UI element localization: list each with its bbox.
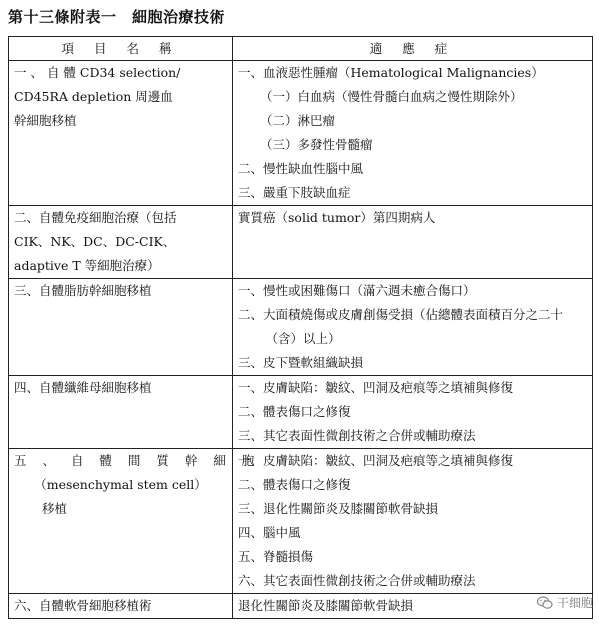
table-row: [9, 594, 593, 619]
indication-line: 三、嚴重下肢缺血症: [238, 185, 351, 200]
indication-line: 三、皮下暨軟組織缺損: [238, 355, 364, 370]
cell-therapy-table: [8, 36, 593, 619]
item-line: CD45RA depletion 周邊血: [14, 89, 173, 104]
indication-line: （二）淋巴瘤: [260, 113, 336, 128]
indication-line: 二、慢性缺血性腦中風: [238, 161, 364, 176]
indication-line: 一、皮膚缺陷：皺紋、凹洞及疤痕等之填補與修復: [238, 453, 514, 468]
header-indication: 適 應 症: [233, 37, 593, 61]
document-title: 第十三條附表一 細胞治療技術: [8, 8, 226, 26]
indication-line: 二、大面積燒傷或皮膚創傷受損（佔總體表面積百分之二十（含）以上）: [238, 307, 564, 346]
header-item-name: 項 目 名 稱: [9, 37, 233, 61]
table-row: [9, 61, 593, 206]
indication-line: 二、體表傷口之修復: [238, 404, 351, 419]
item-cell: [9, 449, 261, 594]
indication-line: （一）白血病（慢性骨髓白血病之慢性期除外）: [260, 89, 523, 104]
table-row: [9, 279, 593, 376]
indication-cell: [233, 206, 593, 279]
item-line: 二、自體免疫細胞治療（包括: [14, 210, 177, 225]
table-header-row: [9, 37, 593, 61]
indication-cell: [233, 61, 593, 206]
watermark-text: 干细胞: [556, 596, 593, 610]
item-cell: [9, 376, 233, 449]
item-line: 四、自體纖維母細胞移植: [14, 380, 152, 395]
item-cell: [9, 206, 233, 279]
indication-line: （三）多發性骨髓瘤: [260, 137, 373, 152]
indication-line: 四、腦中風: [238, 525, 301, 540]
indication-line: 五、脊髓損傷: [238, 549, 314, 564]
indication-cell: [233, 279, 593, 376]
watermark: [537, 594, 593, 611]
indication-line: 二、體表傷口之修復: [238, 477, 351, 492]
item-line: CIK、NK、DC、DC-CIK、: [14, 234, 176, 249]
table-row: [9, 376, 593, 449]
item-cell: [9, 594, 233, 619]
item-line: 六、自體軟骨細胞移植術: [14, 598, 152, 613]
item-line: 一 、 自 體 CD34 selection/: [14, 65, 181, 80]
table-row: [9, 449, 593, 594]
indication-line: 實質癌（solid tumor）第四期病人: [238, 210, 436, 225]
indication-line: 三、退化性關節炎及膝關節軟骨缺損: [238, 501, 439, 516]
indication-cell: [233, 376, 593, 449]
item-cell: [9, 61, 233, 206]
item-line: 三、自體脂肪幹細胞移植: [14, 283, 152, 298]
indication-line: 三、其它表面性微創技術之合併或輔助療法: [238, 428, 476, 443]
item-line: 五 、 自 體 間 質 幹 細 胞: [14, 453, 261, 468]
item-line: adaptive T 等細胞治療）: [14, 258, 160, 273]
item-line: 移植: [42, 501, 68, 516]
indication-line: 一、皮膚缺陷：皺紋、凹洞及疤痕等之填補與修復: [238, 380, 514, 395]
item-line: （mesenchymal stem cell）: [34, 477, 207, 492]
item-line: 幹細胞移植: [14, 113, 77, 128]
indication-cell: [233, 449, 593, 594]
indication-line: 六、其它表面性微創技術之合併或輔助療法: [238, 573, 476, 588]
indication-line: 退化性關節炎及膝關節軟骨缺損: [238, 598, 414, 613]
indication-line: 一、慢性或困難傷口（滿六週未癒合傷口）: [238, 283, 476, 298]
item-cell: [9, 279, 233, 376]
table-row: [9, 206, 593, 279]
indication-line: 一、血液惡性腫瘤（Hematological Malignancies）: [238, 65, 544, 80]
wechat-logo-icon: [537, 596, 553, 610]
